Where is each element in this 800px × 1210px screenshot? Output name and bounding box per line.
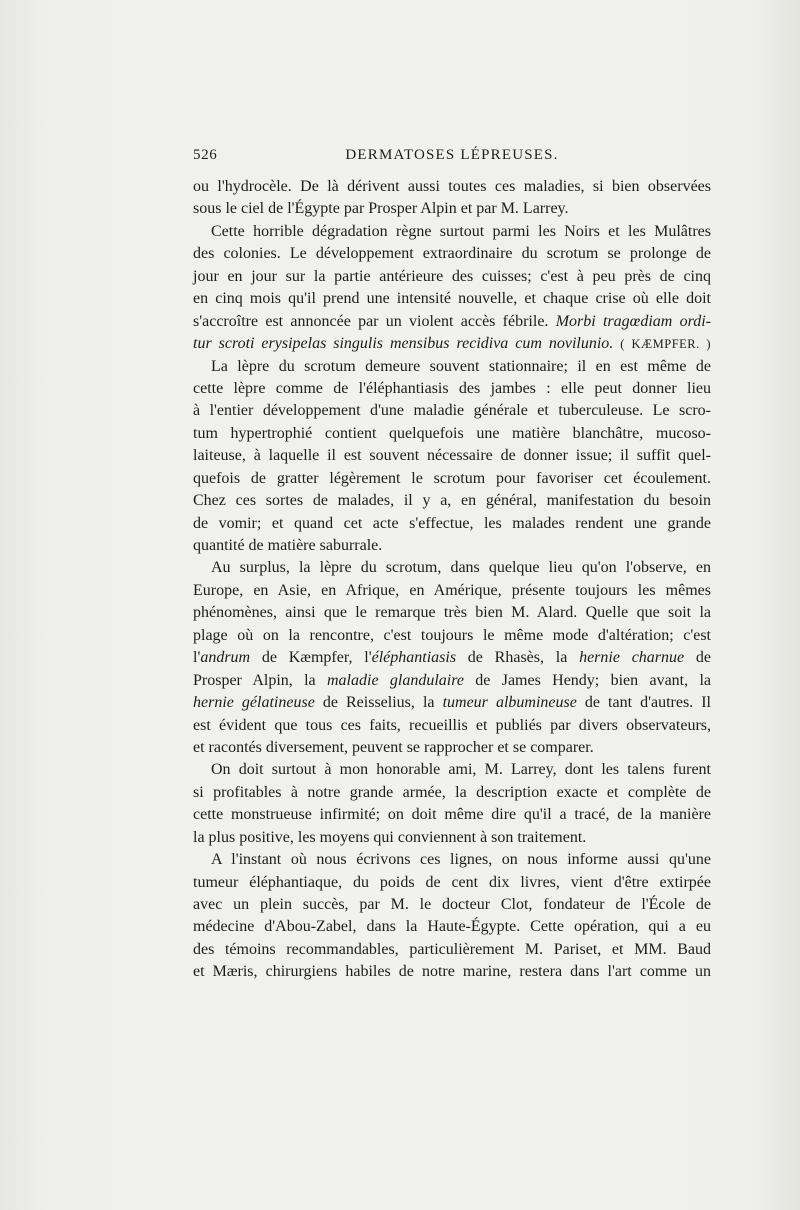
- text-segment: de tant d'autres. Il: [576, 694, 711, 712]
- text-line: [193, 333, 711, 355]
- text-segment: de Kæmpfer, l': [250, 649, 372, 667]
- text-line: Au surplus, la lèpre du scrotum, dans quelque lieu qu'on l'observe, en: [211, 559, 711, 577]
- text-line: des colonies. Le développement extraordinaire du scrotum se prolonge de: [193, 245, 711, 263]
- text-line: [193, 692, 711, 714]
- citation: ( KÆMPFER. ): [620, 337, 711, 352]
- italic-term: hernie charnue: [579, 649, 685, 667]
- body-text: [193, 176, 711, 984]
- latin-quote: Morbi tragœdiam ordi-: [555, 312, 712, 330]
- italic-term: andrum: [200, 649, 251, 667]
- page-header: [193, 147, 711, 169]
- text-line: des témoins recommandables, particulièrement M. Pariset, et MM. Baud: [193, 940, 711, 958]
- text-line: [193, 311, 711, 333]
- page-number: 526: [193, 147, 218, 163]
- text-segment: de James Hendy; bien avant, la: [463, 671, 711, 689]
- text-line: ou l'hydrocèle. De là dérivent aussi toutes ces maladies, si bien observées: [193, 178, 711, 195]
- text-line: tum hypertrophié contient quelquefois une matière blanchâtre, mucoso-: [193, 424, 711, 442]
- text-line: On doit surtout à mon honorable ami, M. Larrey, dont les talens furent: [211, 761, 711, 779]
- text-line: avec un plein succès, par M. le docteur Clot, fondateur de l'École de: [193, 896, 711, 913]
- text-line: en cinq mois qu'il prend une intensité nouvelle, et chaque crise où elle doit: [193, 290, 711, 308]
- running-title: DERMATOSES LÉPREUSES.: [345, 147, 559, 163]
- text-line: jour en jour sur la partie antérieure des cuisses; c'est à peu près de cinq: [193, 267, 711, 285]
- text-line: la plus positive, les moyens qui conviennent à son traitement.: [193, 828, 587, 846]
- text-line: est évident que tous ces faits, recueillis et publiés par divers observateurs,: [193, 716, 711, 734]
- text-segment: l': [193, 649, 201, 667]
- text-segment: de: [684, 649, 712, 667]
- text-line: A l'instant où nous écrivons ces lignes, on nous informe aussi qu'une: [211, 851, 711, 869]
- text-line: cette monstrueuse infirmité; on doit même dire qu'il a tracé, de la manière: [193, 806, 711, 824]
- text-line: et Mæris, chirurgiens habiles de notre marine, restera dans l'art comme un: [193, 963, 711, 981]
- italic-term: maladie glandulaire: [327, 671, 464, 689]
- text-line: La lèpre du scrotum demeure souvent stationnaire; il en est même de: [211, 357, 711, 375]
- italic-term: tumeur albumineuse: [442, 694, 577, 712]
- text-line: plage où on la rencontre, c'est toujours le même mode d'altération; c'est: [193, 626, 711, 644]
- text-line: quantité de matière saburrale.: [193, 537, 383, 554]
- text-line: médecine d'Abou-Zabel, dans la Haute-Égypte. Cette opération, qui a eu: [193, 918, 711, 936]
- text-line: [193, 647, 711, 669]
- text-segment: de Reisselius, la: [314, 694, 443, 712]
- text-line: Europe, en Asie, en Afrique, en Amérique, présente toujours les mêmes: [193, 581, 711, 599]
- text-line: tumeur éléphantiaque, du poids de cent dix livres, vient d'être extirpée: [193, 873, 711, 891]
- text-line: et racontés diversement, peuvent se rapprocher et se comparer.: [193, 738, 594, 756]
- text-line: Chez ces sortes de malades, il y a, en général, manifestation du besoin: [193, 492, 711, 510]
- text-segment: de Rhasès, la: [456, 649, 580, 667]
- text-line: à l'entier développement d'une maladie générale et tuberculeuse. Le scro-: [193, 402, 711, 420]
- text-line: laiteuse, à laquelle il est souvent nécessaire de donner issue; il suffit quel-: [193, 447, 711, 465]
- italic-term: hernie gélatineuse: [193, 694, 315, 712]
- text-line: [193, 670, 711, 692]
- text-line: cette lèpre comme de l'éléphantiasis des jambes : elle peut donner lieu: [193, 379, 711, 397]
- text-line: phénomènes, ainsi que le remarque très bien M. Alard. Quelle que soit la: [193, 604, 711, 622]
- italic-term: éléphantiasis: [371, 649, 457, 667]
- text-segment: s'accroître est annoncée par un violent accès fébrile.: [193, 312, 549, 330]
- text-line: Cette horrible dégradation règne surtout parmi les Noirs et les Mulâtres: [211, 222, 711, 240]
- text-line: de vomir; et quand cet acte s'effectue, les malades rendent une grande: [193, 514, 711, 532]
- latin-quote: tur scroti erysipelas singulis mensibus recidiva cum novilunio.: [193, 335, 614, 353]
- text-line: si profitables à notre grande armée, la description exacte et complète de: [193, 783, 711, 801]
- text-line: quefois de gratter légèrement le scrotum pour favoriser cet écoulement.: [193, 469, 711, 487]
- text-segment: Prosper Alpin, la: [193, 671, 327, 689]
- text-line: sous le ciel de l'Égypte par Prosper Alpin et par M. Larrey.: [193, 200, 569, 218]
